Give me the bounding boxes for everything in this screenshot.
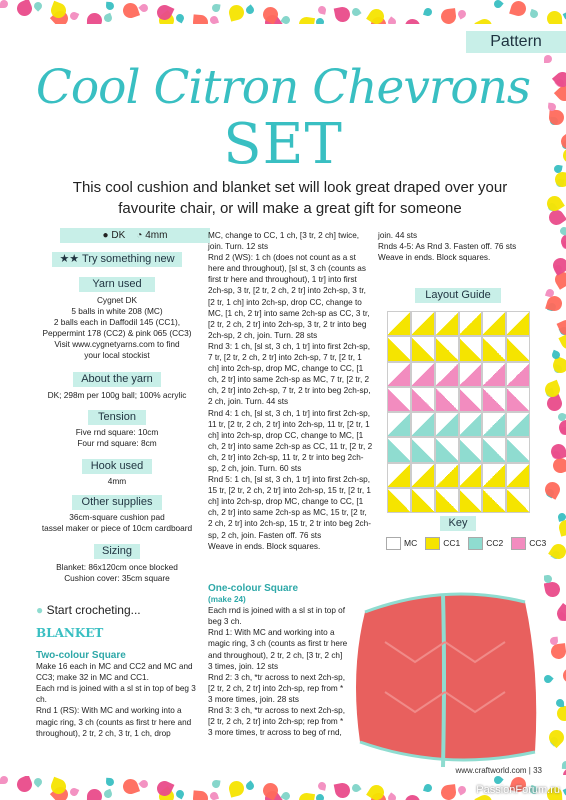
key-swatch bbox=[468, 537, 483, 550]
instruction-paragraph: Weave in ends. Block squares. bbox=[378, 253, 491, 263]
layout-cell bbox=[387, 387, 411, 412]
flower-petal bbox=[138, 2, 149, 13]
layout-triangle bbox=[436, 438, 458, 461]
yarn-used-text bbox=[32, 295, 202, 361]
sizing-line: Blanket: 86x120cm once blocked bbox=[56, 562, 178, 572]
layout-triangle bbox=[483, 337, 505, 360]
key-legend bbox=[386, 537, 554, 550]
flower-petal bbox=[121, 777, 140, 796]
flower-petal bbox=[32, 776, 43, 787]
flower-petal bbox=[550, 643, 566, 660]
flower-petal bbox=[317, 5, 326, 14]
layout-triangle bbox=[507, 438, 529, 461]
layout-cell bbox=[459, 311, 483, 336]
layout-cell bbox=[506, 488, 530, 513]
tension-line: Four rnd square: 8cm bbox=[77, 438, 157, 448]
instruction-paragraph: Rnd 4: 1 ch, [sl st, 3 ch, 1 tr] into first 2ch-sp, 11 tr, [2 tr, 2 ch, 2 tr] into 2ch-sp, 11 tr, [2 tr, 1 ch] into 2ch-sp, drop CC, change to MC, [1 ch, 2 tr] into same 2ch-sp as CC, 11 tr, [2 tr, 2 ch, 2 tr] into 2ch-sp, 11 tr, 2 tr into beg 2ch-sp, 2 ch, join. Turn. 60 sts bbox=[208, 408, 373, 473]
key-heading: Key bbox=[440, 516, 476, 531]
stats-row bbox=[60, 228, 210, 243]
instruction-paragraph: Weave in ends. Block squares. bbox=[208, 541, 321, 551]
flower-petal bbox=[121, 1, 140, 20]
layout-triangle bbox=[436, 363, 458, 386]
flower-petal bbox=[315, 17, 325, 24]
layout-cell bbox=[482, 463, 506, 488]
flower-petal bbox=[175, 13, 186, 24]
flower-petal bbox=[404, 794, 422, 800]
layout-cell bbox=[435, 336, 459, 361]
instruction-paragraph: Rnd 5: 1 ch, [sl st, 3 ch, 1 tr] into first 2ch-sp, 15 tr, [2 tr, 2 ch, 2 tr] into 2ch-sp, 15 tr, [2 tr, 1 ch] into 2ch-sp, drop MC, change to CC, [1 ch, 2 tr] into same 2ch-sp as MC, 15 tr, [2 tr, 2 ch, 2 tr] into 2ch-sp, 15 tr, 2 tr into beg 2ch-sp, 2 ch, join. Fasten off. 76 sts bbox=[208, 475, 371, 540]
layout-triangle bbox=[412, 489, 434, 512]
flower-petal bbox=[103, 789, 113, 799]
flower-petal bbox=[544, 673, 554, 684]
flower-petal bbox=[211, 779, 220, 788]
flower-petal bbox=[317, 781, 326, 790]
flower-petal bbox=[350, 782, 361, 793]
intro-text: This cool cushion and blanket set will look great draped over your favourite chair, or will make a great gift for someone bbox=[72, 179, 508, 217]
about-yarn-text: DK; 298m per 100g ball; 100% acrylic bbox=[47, 390, 187, 400]
layout-triangle bbox=[388, 413, 410, 436]
flower-petal bbox=[244, 780, 255, 791]
flower-petal bbox=[106, 2, 115, 11]
yarn-line: your local stockist bbox=[84, 350, 150, 360]
flower-petal bbox=[423, 7, 433, 17]
yarn-line: Visit www.cygnetyarns.com to find bbox=[54, 339, 180, 349]
hook-icon: ◔ bbox=[136, 230, 143, 241]
flower-petal bbox=[423, 783, 433, 793]
two-colour-heading: Two-colour Square bbox=[36, 650, 126, 661]
layout-triangle bbox=[436, 337, 458, 360]
flower-petal bbox=[227, 779, 245, 797]
flower-petal bbox=[544, 581, 561, 599]
left-column-text bbox=[36, 650, 202, 739]
layout-cell bbox=[411, 387, 435, 412]
one-colour-rnd1: Rnd 1: With MC and working into a magic ring, 3 ch (counts as first tr here and throughout), 2 tr, 2 ch, [3 tr, 2 ch] 3 times, join. 12 sts bbox=[208, 628, 348, 671]
layout-cell bbox=[482, 336, 506, 361]
layout-triangle bbox=[483, 489, 505, 512]
layout-cell bbox=[435, 311, 459, 336]
instruction-paragraph: join. 44 sts bbox=[378, 231, 418, 240]
hook-used-text: 4mm bbox=[107, 476, 127, 486]
layout-triangle bbox=[412, 438, 434, 461]
other-supplies-heading: Other supplies bbox=[72, 495, 162, 510]
layout-cell bbox=[387, 311, 411, 336]
flower-petal bbox=[315, 793, 325, 800]
layout-triangle bbox=[388, 489, 410, 512]
one-colour-sub: (make 24) bbox=[208, 595, 246, 605]
layout-cell bbox=[459, 437, 483, 462]
layout-guide-grid bbox=[387, 311, 530, 513]
flower-petal bbox=[546, 727, 566, 748]
key-swatch bbox=[425, 537, 440, 550]
instruction-paragraph: MC, change to CC, 1 ch, [3 tr, 2 ch] twice, join. Turn. 12 sts bbox=[208, 231, 360, 252]
flower-petal bbox=[298, 792, 315, 800]
layout-triangle bbox=[460, 337, 482, 360]
flower-petal bbox=[192, 790, 208, 800]
layout-triangle bbox=[388, 388, 410, 411]
flower-petal bbox=[280, 790, 291, 800]
instruction-paragraph: Rnd 3: 1 ch, [sl st, 3 ch, 1 tr] into first 2ch-sp, 7 tr, [2 tr, 2 ch, 2 tr] into 2ch-sp, 7 tr, [2 tr, 1 ch] into 2ch-sp, drop MC, change to CC, [1 ch, 2 tr] into same 2ch-sp as MC, 7 tr, [2 tr, 2 ch, 2 tr] into 2ch-sp, 7 tr, 2 tr into beg 2ch-sp, 2 ch, join. Turn. 44 sts bbox=[208, 341, 371, 407]
layout-triangle bbox=[412, 312, 434, 335]
layout-cell bbox=[506, 412, 530, 437]
flower-petal bbox=[386, 792, 397, 800]
flower-petal bbox=[334, 782, 352, 800]
flower-petal bbox=[556, 699, 564, 707]
flower-petal bbox=[557, 706, 566, 722]
floral-top-border bbox=[0, 0, 566, 24]
flower-petal bbox=[474, 16, 494, 24]
layout-cell bbox=[435, 412, 459, 437]
flower-petal bbox=[103, 13, 113, 23]
flower-petal bbox=[440, 8, 457, 24]
layout-triangle bbox=[483, 413, 505, 436]
key-label: MC bbox=[404, 537, 418, 548]
layout-cell bbox=[506, 362, 530, 387]
layout-cell bbox=[411, 412, 435, 437]
layout-triangle bbox=[388, 464, 410, 487]
layout-triangle bbox=[460, 489, 482, 512]
flower-petal bbox=[457, 9, 468, 20]
layout-triangle bbox=[483, 388, 505, 411]
tension-text bbox=[32, 427, 202, 449]
two-colour-text-1: Make 16 each in MC and CC2 and MC and CC3; make 32 in MC and CC1. bbox=[36, 662, 193, 683]
key-label: CC2 bbox=[486, 537, 504, 548]
layout-cell bbox=[482, 437, 506, 462]
sizing-heading: Sizing bbox=[94, 544, 140, 559]
flower-petal bbox=[87, 13, 102, 24]
key-swatch bbox=[511, 537, 526, 550]
one-colour-section bbox=[208, 583, 348, 738]
layout-cell bbox=[482, 362, 506, 387]
layout-triangle bbox=[507, 363, 529, 386]
start-text: Start crocheting... bbox=[46, 603, 141, 617]
one-colour-heading: One-colour Square bbox=[208, 583, 299, 594]
flower-petal bbox=[0, 0, 8, 8]
flower-petal bbox=[559, 226, 566, 236]
flower-petal bbox=[244, 4, 255, 15]
layout-cell bbox=[506, 463, 530, 488]
layout-cell bbox=[411, 463, 435, 488]
flower-petal bbox=[457, 785, 468, 796]
yarn-used-heading: Yarn used bbox=[79, 277, 155, 292]
layout-cell bbox=[411, 311, 435, 336]
layout-cell bbox=[411, 362, 435, 387]
supply-line: 36cm-square cushion pad bbox=[69, 512, 165, 522]
flower-petal bbox=[192, 14, 208, 24]
tension-line: Five rnd square: 10cm bbox=[75, 427, 159, 437]
two-colour-rnd1: Rnd 1 (RS): With MC and working into a magic ring, 3 ch (counts as first tr here and throughout), 2 tr, 2 ch, 3 tr, 1 ch, drop bbox=[36, 706, 192, 738]
flower-petal bbox=[492, 0, 503, 10]
pattern-tag: Pattern bbox=[466, 31, 566, 53]
instruction-paragraph: Rnd 2 (WS): 1 ch (does not count as a st here and throughout), [sl st, 3 ch (counts as first tr here and throughout), 1 tr] into first 2ch-sp, 3 tr, [2 tr, 2 ch, 2 tr] into 2ch-sp, 3 tr, [2 tr, 1 ch] into 2ch-sp, drop CC, change to MC, [1 ch, 2 tr] into same 2ch-sp as CC, 3 tr, [2 tr, 2 ch, 2 tr] into 2ch-sp, 3 tr, 2 tr into beg 2ch-sp, 2 ch, join. Turn. 28 sts bbox=[208, 253, 370, 340]
layout-cell bbox=[411, 336, 435, 361]
layout-triangle bbox=[507, 413, 529, 436]
layout-triangle bbox=[507, 489, 529, 512]
layout-cell bbox=[459, 362, 483, 387]
flower-petal bbox=[386, 16, 397, 24]
layout-triangle bbox=[507, 337, 529, 360]
layout-triangle bbox=[460, 464, 482, 487]
layout-triangle bbox=[388, 312, 410, 335]
one-colour-text: Each rnd is joined with a sl st in top of beg 3 ch. bbox=[208, 606, 345, 627]
layout-cell bbox=[459, 412, 483, 437]
middle-column-text bbox=[208, 230, 373, 552]
layout-guide-heading: Layout Guide bbox=[415, 288, 501, 303]
flower-petal bbox=[69, 787, 80, 798]
flower-petal bbox=[562, 761, 566, 769]
flower-petal bbox=[547, 11, 563, 24]
layout-cell bbox=[435, 463, 459, 488]
yarn-line: Peppermint 178 (CC2) & pink 065 (CC3) bbox=[42, 328, 192, 338]
layout-triangle bbox=[507, 464, 529, 487]
layout-cell bbox=[435, 437, 459, 462]
flower-petal bbox=[32, 0, 43, 11]
flower-petal bbox=[15, 0, 35, 18]
flower-petal bbox=[106, 778, 115, 787]
title-line-2: SET bbox=[223, 112, 343, 177]
one-colour-rnd2: Rnd 2: 3 ch, *tr across to next 2ch-sp, [2 tr, 2 ch, 2 tr] into 2ch-sp, rep from * 3 more times, join. 28 sts bbox=[208, 672, 345, 704]
yarn-line: 2 balls each in Daffodil 145 (CC1), bbox=[53, 317, 181, 327]
layout-triangle bbox=[412, 388, 434, 411]
layout-triangle bbox=[460, 388, 482, 411]
layout-triangle bbox=[483, 312, 505, 335]
key-item bbox=[511, 538, 546, 548]
flower-petal bbox=[138, 778, 149, 789]
flower-petal bbox=[529, 9, 539, 19]
layout-triangle bbox=[460, 438, 482, 461]
layout-cell bbox=[387, 488, 411, 513]
flower-petal bbox=[227, 3, 245, 21]
layout-triangle bbox=[460, 413, 482, 436]
layout-cell bbox=[411, 488, 435, 513]
layout-triangle bbox=[460, 363, 482, 386]
layout-triangle bbox=[388, 337, 410, 360]
flower-petal bbox=[87, 789, 102, 800]
layout-cell bbox=[482, 412, 506, 437]
layout-cell bbox=[482, 311, 506, 336]
layout-cell bbox=[387, 463, 411, 488]
layout-cell bbox=[459, 463, 483, 488]
layout-triangle bbox=[483, 363, 505, 386]
bullet-icon: ● bbox=[36, 603, 44, 617]
flower-petal bbox=[563, 11, 566, 22]
hook-size: 4mm bbox=[145, 230, 168, 241]
yarn-weight-icon: ● bbox=[102, 230, 109, 241]
layout-cell bbox=[506, 311, 530, 336]
layout-cell bbox=[459, 336, 483, 361]
layout-triangle bbox=[460, 312, 482, 335]
layout-cell bbox=[506, 387, 530, 412]
layout-cell bbox=[435, 387, 459, 412]
layout-triangle bbox=[507, 388, 529, 411]
about-yarn-heading: About the yarn bbox=[73, 372, 161, 387]
flower-petal bbox=[209, 791, 219, 800]
layout-triangle bbox=[436, 312, 458, 335]
layout-triangle bbox=[483, 438, 505, 461]
yarn-weight: DK bbox=[111, 230, 126, 241]
layout-cell bbox=[459, 387, 483, 412]
supply-line: tassel maker or piece of 10cm cardboard bbox=[41, 523, 193, 533]
two-colour-text-2: Each rnd is joined with a sl st in top of beg 3 ch. bbox=[36, 684, 196, 705]
flower-petal bbox=[69, 11, 80, 22]
layout-cell bbox=[435, 362, 459, 387]
other-supplies-text bbox=[32, 512, 202, 534]
flower-petal bbox=[0, 776, 8, 784]
flower-petal bbox=[350, 6, 361, 17]
layout-triangle bbox=[483, 464, 505, 487]
flower-petal bbox=[211, 3, 220, 12]
flower-petal bbox=[563, 787, 566, 798]
key-item bbox=[468, 538, 503, 548]
flower-petal bbox=[209, 15, 219, 24]
flower-petal bbox=[280, 14, 291, 24]
layout-cell bbox=[387, 437, 411, 462]
tension-heading: Tension bbox=[88, 410, 146, 425]
layout-cell bbox=[435, 488, 459, 513]
key-item bbox=[386, 538, 417, 548]
layout-cell bbox=[459, 488, 483, 513]
one-colour-rnd3: Rnd 3: 3 ch, *tr across to next 2ch-sp, [2 tr, 2 ch, 2 tr] into 2ch-sp; rep from * 3 more times, tr across to beg of rnd, bbox=[208, 706, 345, 738]
key-label: CC1 bbox=[443, 537, 461, 548]
layout-cell bbox=[506, 336, 530, 361]
yarn-line: Cygnet DK bbox=[96, 295, 138, 305]
layout-triangle bbox=[412, 464, 434, 487]
blanket-heading: BLANKET bbox=[36, 626, 104, 640]
flower-petal bbox=[544, 479, 563, 499]
flower-petal bbox=[544, 193, 565, 214]
layout-cell bbox=[482, 387, 506, 412]
start-label bbox=[36, 603, 141, 617]
footer-text: www.craftworld.com | 33 bbox=[455, 766, 542, 775]
layout-triangle bbox=[388, 438, 410, 461]
key-swatch bbox=[386, 537, 401, 550]
flower-petal bbox=[334, 6, 352, 24]
key-label: CC3 bbox=[529, 537, 547, 548]
watermark: PassionForum.ru bbox=[476, 784, 560, 796]
instruction-paragraph: Rnds 4-5: As Rnd 3. Fasten off. 76 sts bbox=[378, 242, 517, 252]
right-column-text bbox=[378, 230, 538, 263]
layout-triangle bbox=[436, 489, 458, 512]
title-line-1: Cool Citron Chevrons bbox=[35, 60, 531, 115]
flower-petal bbox=[298, 16, 315, 24]
sizing-text bbox=[32, 562, 202, 584]
layout-cell bbox=[387, 412, 411, 437]
flower-petal bbox=[404, 18, 422, 24]
layout-triangle bbox=[436, 413, 458, 436]
flower-petal bbox=[509, 0, 528, 18]
flower-petal bbox=[440, 784, 457, 800]
layout-triangle bbox=[507, 312, 529, 335]
cushion-photo bbox=[345, 572, 545, 772]
layout-triangle bbox=[436, 388, 458, 411]
flower-petal bbox=[15, 776, 35, 794]
layout-cell bbox=[387, 336, 411, 361]
sizing-line: Cushion cover: 35cm square bbox=[64, 573, 170, 583]
layout-triangle bbox=[412, 363, 434, 386]
hook-used-heading: Hook used bbox=[82, 459, 152, 474]
layout-cell bbox=[482, 488, 506, 513]
layout-cell bbox=[387, 362, 411, 387]
flower-petal bbox=[175, 789, 186, 800]
yarn-line: 5 balls in white 208 (MC) bbox=[71, 306, 163, 316]
try-label: ★★ Try something new bbox=[52, 252, 182, 267]
flower-petal bbox=[551, 356, 566, 375]
layout-triangle bbox=[412, 337, 434, 360]
layout-triangle bbox=[388, 363, 410, 386]
key-item bbox=[425, 538, 460, 548]
layout-cell bbox=[506, 437, 530, 462]
layout-triangle bbox=[436, 464, 458, 487]
flower-petal bbox=[560, 665, 566, 686]
layout-triangle bbox=[412, 413, 434, 436]
layout-cell bbox=[411, 437, 435, 462]
